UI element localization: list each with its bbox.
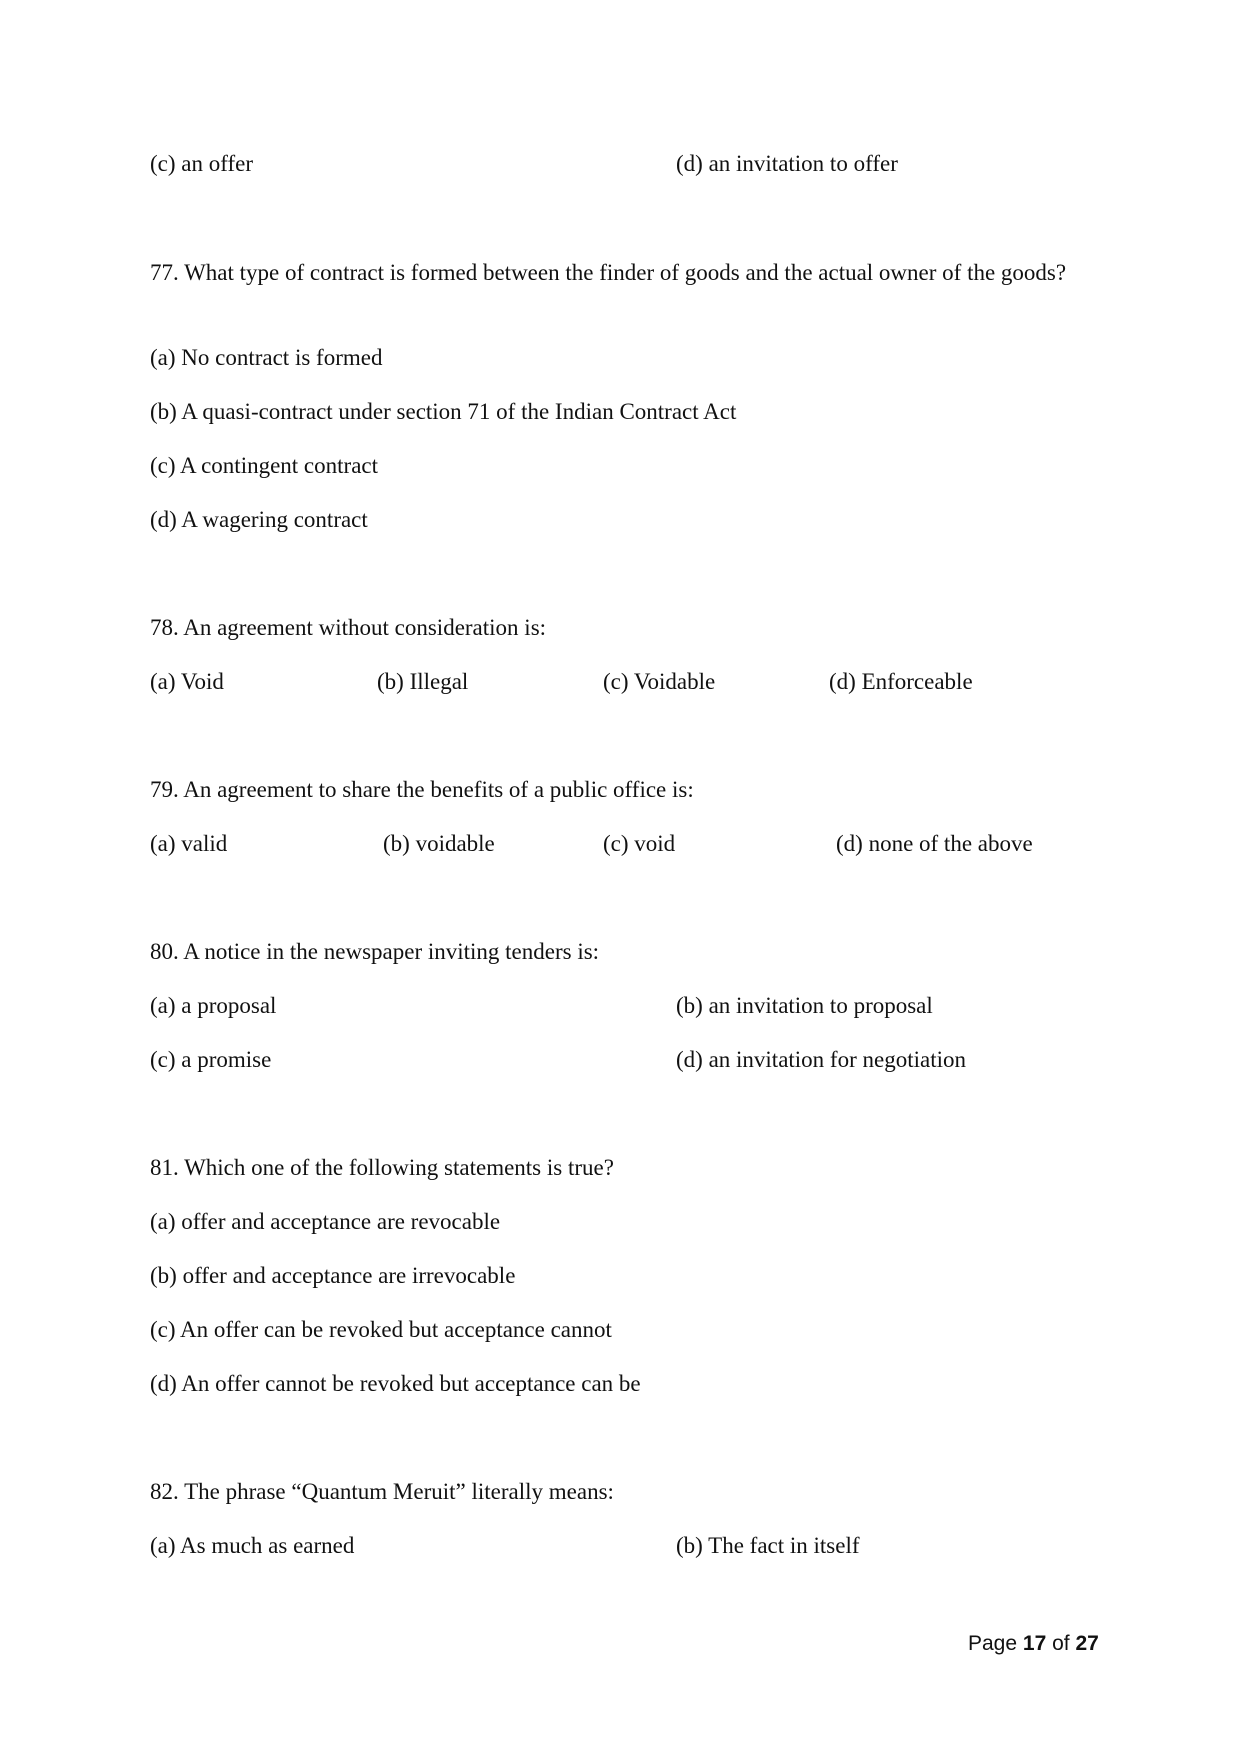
option-78d: (d) Enforceable <box>829 669 973 694</box>
option-79c: (c) void <box>603 831 676 856</box>
option-81a: (a) offer and acceptance are revocable <box>150 1209 501 1234</box>
question-79: 79. An agreement to share the benefits of a public office is: <box>150 777 694 802</box>
page-word: Page <box>968 1632 1018 1655</box>
option-77d: (d) A wagering contract <box>150 507 368 532</box>
option-76d: (d) an invitation to offer <box>676 151 898 176</box>
question-77: 77. What type of contract is formed between the finder of goods and the actual owner of the goods? <box>150 260 1067 285</box>
option-78c: (c) Voidable <box>603 669 716 694</box>
option-82a: (a) As much as earned <box>150 1533 355 1558</box>
question-81: 81. Which one of the following statements is true? <box>150 1155 614 1180</box>
option-82b: (b) The fact in itself <box>676 1533 860 1558</box>
option-78b: (b) Illegal <box>377 669 469 694</box>
option-78a: (a) Void <box>150 669 224 694</box>
total-pages: 27 <box>1075 1632 1099 1655</box>
option-81d: (d) An offer cannot be revoked but acceptance can be <box>150 1371 641 1396</box>
current-page: 17 <box>1022 1632 1047 1655</box>
option-81b: (b) offer and acceptance are irrevocable <box>150 1263 516 1288</box>
of-word: of <box>1052 1632 1070 1655</box>
option-77a: (a) No contract is formed <box>150 345 383 370</box>
option-77c: (c) A contingent contract <box>150 453 379 478</box>
option-79a: (a) valid <box>150 831 228 856</box>
option-81c: (c) An offer can be revoked but acceptance cannot <box>150 1317 612 1342</box>
option-80a: (a) a proposal <box>150 993 277 1018</box>
option-79d: (d) none of the above <box>836 831 1033 856</box>
option-80d: (d) an invitation for negotiation <box>676 1047 966 1072</box>
page-number <box>968 1630 1099 1658</box>
option-77b: (b) A quasi-contract under section 71 of the Indian Contract Act <box>150 399 737 424</box>
option-80b: (b) an invitation to proposal <box>676 993 933 1018</box>
option-80c: (c) a promise <box>150 1047 272 1072</box>
question-78: 78. An agreement without consideration is: <box>150 615 547 640</box>
option-79b: (b) voidable <box>383 831 495 856</box>
question-80: 80. A notice in the newspaper inviting tenders is: <box>150 939 600 964</box>
question-82: 82. The phrase “Quantum Meruit” literally means: <box>150 1479 614 1504</box>
option-76c: (c) an offer <box>150 151 254 176</box>
